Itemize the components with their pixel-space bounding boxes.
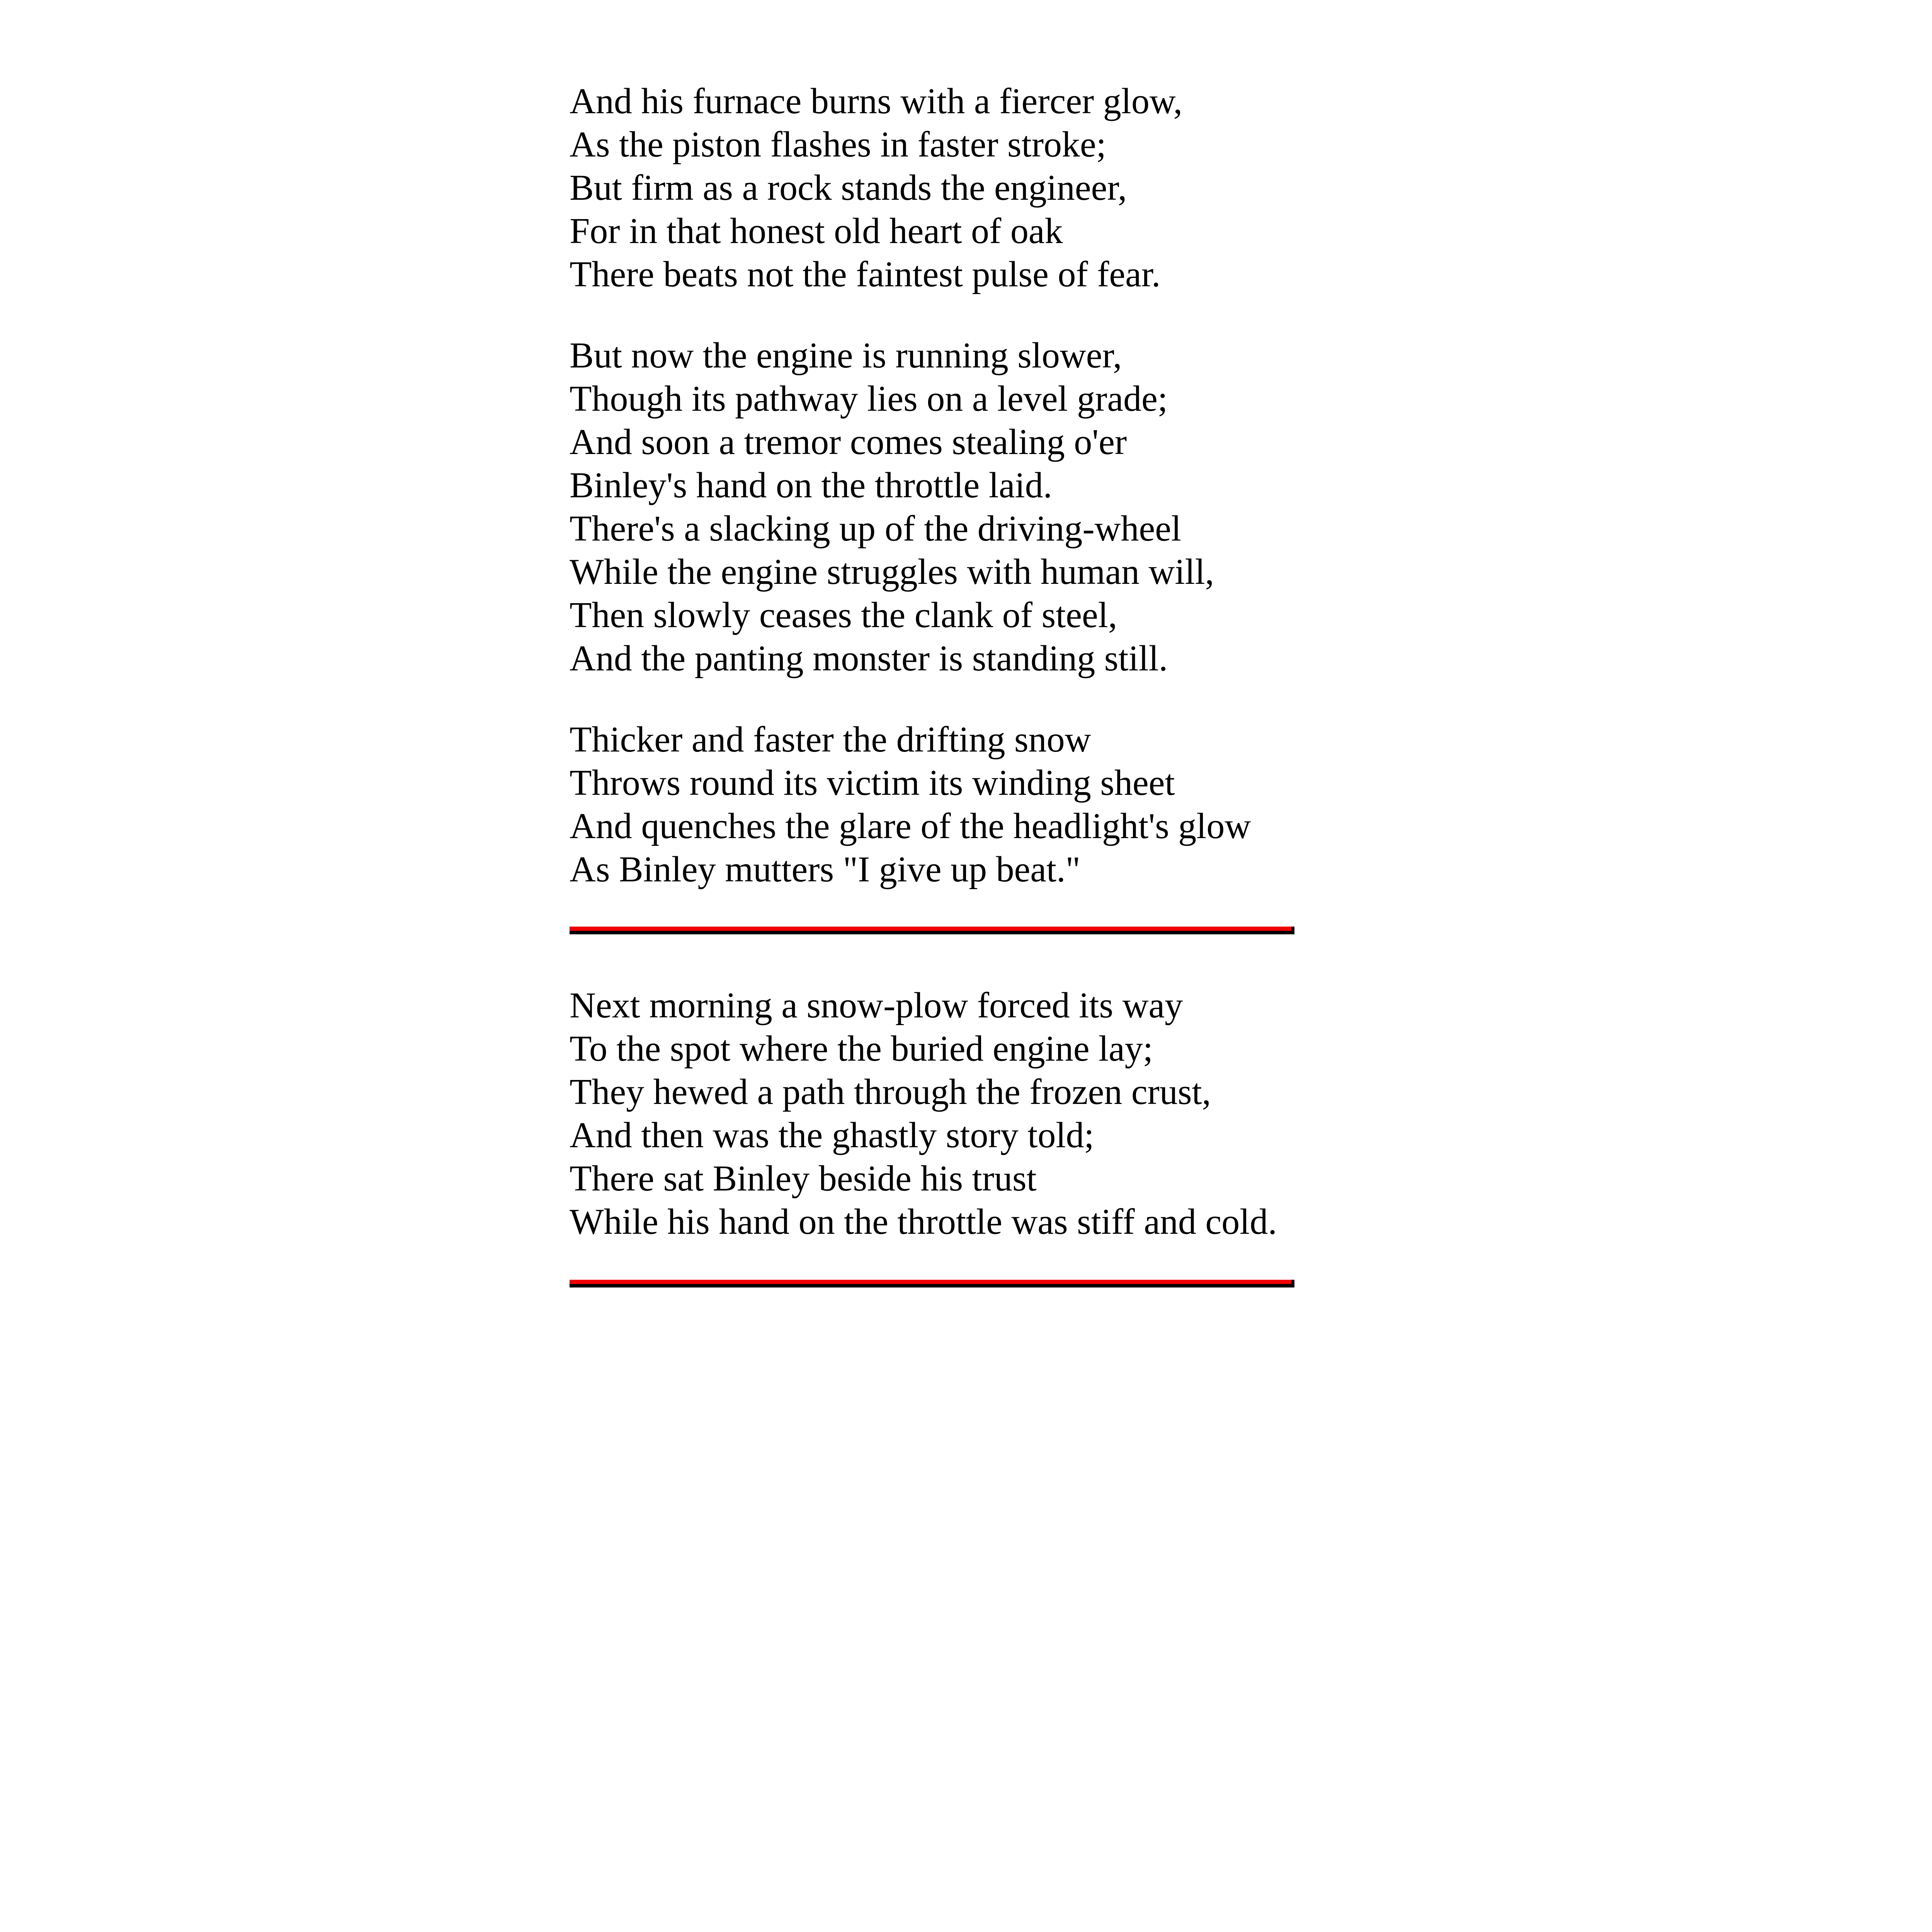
poem-line: Though its pathway lies on a level grade; [570,379,1168,419]
poem-line: And the panting monster is standing still. [570,638,1168,679]
poem-line: There beats not the faintest pulse of fear. [570,254,1161,294]
stanza-3 [570,718,1420,891]
poem-line: To the spot where the buried engine lay; [570,1029,1153,1069]
poem-line: And then was the ghastly story told; [570,1115,1094,1155]
poem-line: As Binley mutters "I give up beat." [570,849,1081,889]
stanza-4 [570,984,1420,1243]
poem-line: Throws round its victim its winding sheet [570,763,1175,803]
poem-line: But firm as a rock stands the engineer, [570,168,1127,208]
poem-line: And his furnace burns with a fiercer glow, [570,81,1183,121]
poem-line: Thicker and faster the drifting snow [570,719,1091,760]
poem-line: While his hand on the throttle was stiff and cold. [570,1202,1277,1242]
poem-line: Then slowly ceases the clank of steel, [570,595,1117,635]
poem-line: For in that honest old heart of oak [570,211,1063,251]
stanza-1 [570,80,1420,296]
poem-line: As the piston flashes in faster stroke; [570,124,1106,165]
stanza-2 [570,334,1420,680]
poem-line: They hewed a path through the frozen crust, [570,1072,1211,1112]
poem-line: While the engine struggles with human will, [570,552,1214,592]
red-divider-rule-end [570,1280,1294,1287]
poem-line: There's a slacking up of the driving-wheel [570,509,1182,549]
poem-text [570,80,1420,1287]
poem-line: Binley's hand on the throttle laid. [570,465,1053,505]
poem-line: Next morning a snow-plow forced its way [570,985,1183,1026]
poem-line: There sat Binley beside his trust [570,1158,1037,1199]
poem-line: And quenches the glare of the headlight's glow [570,806,1251,846]
poem-line: And soon a tremor comes stealing o'er [570,422,1127,462]
red-divider-rule [570,927,1294,934]
poem-line: But now the engine is running slower, [570,335,1122,376]
